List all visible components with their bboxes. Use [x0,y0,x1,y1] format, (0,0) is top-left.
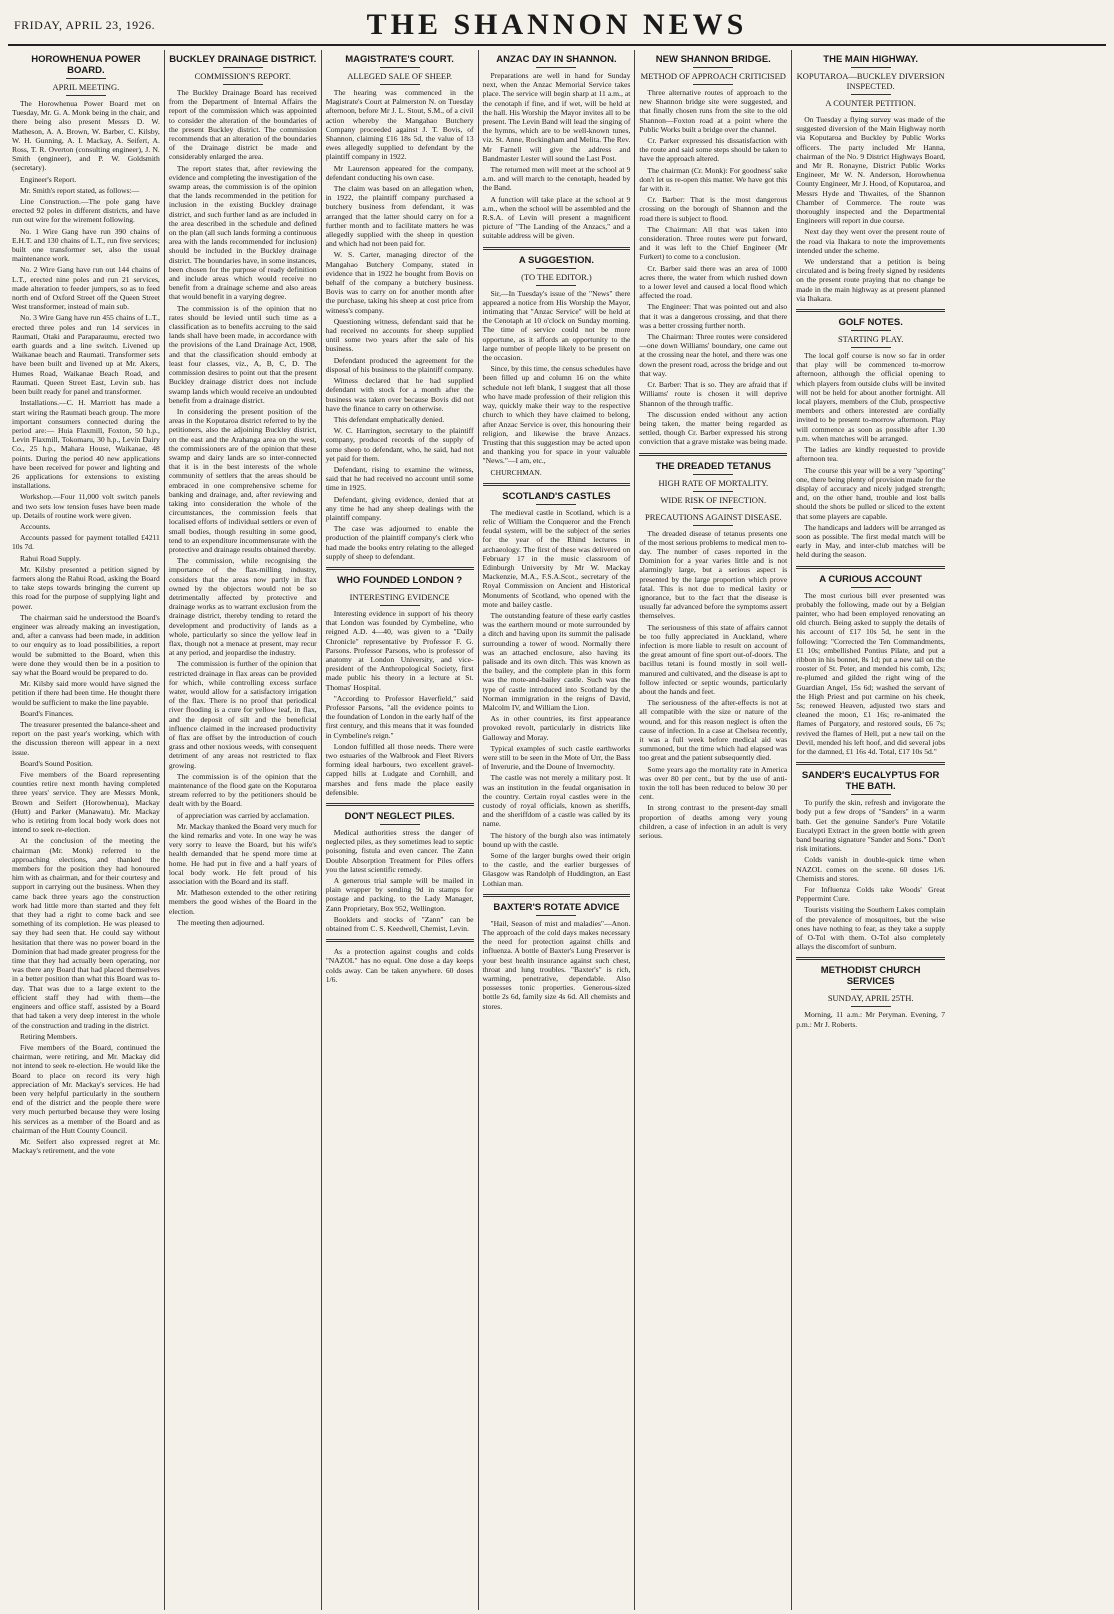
article-paragraph: Interesting evidence in support of his theory that London was founded by Cymbeline, who reigned A.D. 4—40, was given to a "Daily Chronicle" representative by Professor F. G. Parsons. Professor Parsons, who is professor of anatomy at London University, and vice-president of the Anthropological Society, first made public his theory in a lecture at St. Thomas' Hospital. [325,608,474,692]
headline-divider [380,84,420,85]
article-paragraph: To purify the skin, refresh and invigorate the body put a few drops of "Sanders" in a warm bath. Get the genuine Sander's Pure Volatile Eucalypti Extract in the green bottle with green band bearing signature "Sander and Sons." Don't risk imitations. [796,798,946,854]
article-paragraph: Retiring Members. [20,1031,78,1041]
article-paragraph: of appreciation was carried by acclamation. [176,810,310,820]
column-2 [165,50,322,1610]
article-paragraph: Installations.—C. H. Marriott has made a start wiring the Raumati beach group. The more important consumers connected during the period are:— Huia Flaxmill, Foxton, 50 h.p., Levin Flaxmill, Tokomaru, 30 h.p., Levin Dairy Co., 25 h.p., Mahara House, Waikanae, 48 points. During the period 40 new applications have been received for power and lighting and 26 applications for extensions to existing installations. [12,398,160,491]
article-paragraph: Morning, 11 a.m.: Mr Peryman. Evening, 7 p.m.: Mr J. Roberts. [796,1010,946,1029]
article-paragraph: Line Construction.—The pole gang have erected 92 poles in different districts, and have run out wire for the wirement following. [12,197,160,225]
headline-divider [693,67,733,68]
article-paragraph: The commission is further of the opinion that restricted drainage in flax areas can be provided for which, while controlling excess surface water, would allow for a satisfactory irrigation of the flax. There is no proof that periodical river flooding is a cure for yellow leaf, in flax, and the deposit of silt and the beneficial influence claimed in the increased productivity of flax are offset by the introduction of couch grass and other noxious weeds, with consequent detriment of any areas not restricted to flax growing. [168,659,317,770]
article-paragraph: Defendant, giving evidence, denied that at any time he had any sheep dealings with the plaintiff company. [325,494,474,522]
article-paragraph: Cr. Parker expressed his dissatisfaction with the route and said some steps should be taken to have the approach altered. [639,136,788,164]
article [12,54,160,1155]
article-paragraph: Questioning witness, defendant said that he had received no accounts for sheep supplied until some two years after the sale of his business. [325,316,474,354]
article-paragraph: Since, by this time, the census schedules have been filled up and column 16 on the white schedule not left blank, I suggest that all those who have made profession of their religion this way, quickly make their way to the respective church to which they have claimed to belong, after Anzac Service is over, this honouring their religion, and likewise the brave Anzacs. Trusting that this suggestion may be acted upon and thanking you for space in your valuable "News."—I am, etc., [482,364,631,466]
article-paragraph: The dreaded disease of tetanus presents one of the most serious problems to medical men to-day. The number of cases reported in the Dominion for a year varies little and is not alarmingly large, but a serious aspect is presented by the large proportion which prove fatal. This is not due to medical laxity or ignorance, but to the fact that the disease is usually far advanced before the symptoms assert themselves. [639,528,788,621]
headline-divider [693,508,733,509]
article [483,54,631,241]
article-paragraph: A function will take place at the school at 9 a.m., when the school will be assembled and the R.S.A. of Levin will present a magnificent picture of "The Landing of the Anzacs," and a suitable address will be given. [482,194,631,241]
article-paragraph: The case was adjourned to enable the production of the plaintiff company's clerk who had made the books entry relating to the alleged supply of sheep to defendant. [325,524,474,561]
headline-divider [536,285,576,286]
article-paragraph: W. S. Carter, managing director of the Mangahao Butchery Company, stated in evidence that in 1922 he bought from Bovis on behalf of the company a butchery business. Bovis was to carry on for another month after the purchase, taking his sheep at cost price from witness's company. [325,250,474,315]
article [326,939,474,984]
article-paragraph: Mr. Mackay thanked the Board very much for the kind remarks and vote. In one way he was very sorry to leave the Board, but his wife's health demanded that he spend more time at home. He had put in five and a half years of local body work. He felt proud of his association with the Board and its staff. [168,821,317,887]
headline-divider [66,78,106,79]
article-headline: A CURIOUS ACCOUNT [819,573,923,585]
article-paragraph: The castle was not merely a military post. It was an institution in the feudal organisation in the country. Certain royal castles were in the custody of royal officials, known as sheriffs, and the sheriffdom of a castle was called by its name. [482,773,631,829]
article-separator [326,567,474,570]
article-paragraph: Accounts passed for payment totalled £4211 10s 7d. [12,533,160,552]
headline-divider [693,474,733,475]
article-paragraph: The Buckley Drainage Board has received from the Department of Internal Affairs the report of the commission which was appointed to consider the alteration of the boundaries of the present Buckley district. The commission recommends that an alteration of the boundaries of the Drainage district be made and considerably enlarged the area. [168,88,317,162]
article-paragraph: The outstanding feature of these early castles was the earthern mound or mote surrounded by a ditch and having upon its summit the palisade surrounding a tower of wood. Normally there was an attached enclosure, also having its palisade and its own ditch. This was known as the bailey, and the complete plan in this form was the mote-and-bailey castle. Such was the type of castle introduced into Scotland by the Norman immigration in the reigns of David, Malcolm IV, and William the Lion. [482,610,631,712]
article-paragraph: Board's Finances. [20,708,74,718]
headline-divider [223,84,263,85]
column-1 [8,50,165,1610]
headline-divider [851,67,891,68]
article-headline: MAGISTRATE'S COURT. [345,54,454,65]
article-headline: A SUGGESTION. [518,254,595,266]
article-paragraph: "Hail, Season of mist and maladies"—Anon. The approach of the cold days makes necessary the need for protection against chills and influenza. A bottle of Baxter's Lung Preserver is your best health insurance against such chest, throat and lung troubles. "Baxter's" is rich, warming, penetrative, dependable. Also possesses tonic properties. Generous-sized bottle 2s 6d, family size 4s 6d. All chemists and stores. [482,918,631,1011]
headline-divider [851,989,891,990]
article-subhead: APRIL MEETING. [52,82,120,92]
article-separator [326,803,474,806]
article-headline: METHODIST CHURCH SERVICES [820,965,921,988]
article-headline: BUCKLEY DRAINAGE DISTRICT. [169,54,317,65]
article-paragraph: No. 2 Wire Gang have run out 144 chains of L.T., erected nine poles and run 21 services, made alteration to feeder jumpers, so as to feed north end of Oxford Street off the Queen Street West transformer, instead of main sub. [12,265,160,312]
article [483,894,631,1011]
article [639,54,787,447]
article-separator [639,453,787,456]
headline-divider [380,588,420,589]
article-paragraph: The treasurer presented the balance-sheet and report on the past year's working, which with the discussion thereon will appear in a next issue. [12,720,160,757]
article-paragraph: Three alternative routes of approach to the new Shannon bridge site were suggested, and that finally chosen runs from the site to the old Shannon—Foxton road at a point where the Public Works built a bridge over the channel. [639,88,788,134]
article-paragraph: The Horowhenua Power Board met on Tuesday, Mr. G. A. Monk being in the chair, and there being also present Messrs D. W. Matheson, A. A. Brown, W. Barber, C. Kilsby, W. H. Gunning, A. I. Mackay, A. Seifert, A. Ross, T. R. Overton (consulting engineer), J. N. Smith (engineer), and P. W. Goldsmith (secretary). [12,99,160,173]
article-separator [796,762,945,765]
article-paragraph: No. 1 Wire Gang have run 390 chains of E.H.T. and 130 chains of L.T., run five services; built one transformer set, also the usual maintenance work. [12,226,160,264]
article-paragraph: The meeting then adjourned. [176,917,265,927]
article-paragraph: Witness declared that he had supplied defendant with stock for a month after the business was taken over because Bovis did not have the finance to carry on otherwise. [325,376,474,413]
article-headline: NEW SHANNON BRIDGE. [655,54,771,65]
article-paragraph: The medieval castle in Scotland, which is a relic of William the Conqueror and the French feudal system, will be the subject of the series for the year of the Rhind lectures in archaeology. The first of these was delivered on February 17 in the music classroom of Edinburgh University by Mr W. Mackay Mackenzie, M.A., F.S.A.Scot., secretary of the Royal Commission on Ancient and Historical Monuments of Scotland, who opened with the mote and bailey castle. [482,507,631,609]
column-5 [635,50,792,1610]
article-paragraph: The report states that, after reviewing the evidence and completing the investigation of the swamp areas, the commission is of the opinion that the lands recommended in the petition for inclusion in the existing Buckley drainage district, and such further land as are included in the area described in the schedule and defined on the plan (all such lands forming a continuous area with the lands recommended for inclusion) should be included in the Buckley drainage district. The boundaries have, in some instances, been chosen for the purpose of ready definition and include areas which would receive no benefit from a drainage scheme and also areas that would benefit in a varying degree. [168,163,317,302]
article-paragraph: The Chairman: Three routes were considered—one down Williams' boundary, one came out at the crossing near the hotel, and there was one down the present road, across the bridge and out that way. [639,332,788,378]
article-paragraph: Cr. Barber: That is so. They are afraid that if Williams' route is chosen it will deprive Shannon of the through traffic. [639,380,788,408]
article-subhead: SUNDAY, APRIL 25TH. [827,993,914,1004]
article-paragraph: Colds vanish in double-quick time when NAZOL comes on the scene. 60 doses 1/6. Chemists and stores. [796,855,946,883]
article-separator [483,247,631,250]
article-separator [796,309,945,312]
article [796,762,945,951]
article-paragraph: The returned men will meet at the school at 9 a.m. and will march to the cenotaph, headed by the Band. [482,165,631,193]
article-headline: SANDER'S EUCALYPTUS FOR THE BATH. [801,770,940,793]
headline-divider [536,268,576,269]
article-separator [483,894,631,897]
article [326,567,474,797]
article-paragraph: We understand that a petition is being circulated and is being freely signed by residents on the present route praying that no change be made in the main highway as at present planned via Ihakara. [796,257,946,303]
columns-container [8,50,1106,1610]
article-paragraph: As a protection against coughs and colds "NAZOL" has no equal. One dose a day keeps colds away. Can be taken anywhere. 60 doses 1/6. [325,947,474,984]
article-paragraph: Cr. Barber: That is the most dangerous crossing on the borough of Shannon and the road there is subject to flood. [639,195,788,223]
article [326,803,474,933]
headline-divider [693,491,733,492]
article-paragraph: The commission is of the opinion that no rates should be levied until such time as a classification as to benefits accruing to the said lands shall have been made, in accordance with the provisions of the Land Drainage Act, 1908, and that the classification should embody at least four classes, viz., A, B, C, D. The commission desires to point out that the present Buckley drainage district does not include swamp lands which would receive an undoubted benefit from a drainage district. [168,303,317,405]
article-subhead: WIDE RISK OF INFECTION. [660,494,767,505]
headline-divider [851,111,891,112]
article-paragraph: "According to Professor Haverfield," said Professor Parsons, "all the evidence points to the foundation of London in the early half of the first century, and this means that it was founded in Cymbeline's reign." [325,693,474,740]
article [483,247,631,477]
article-paragraph: CHURCHMAN. [490,467,542,477]
headline-divider [851,794,891,795]
article-paragraph: Tourists visiting the Southern Lakes complain of the prevalence of mosquitoes, but the wise ones have nothing to fear, as they take a supply of O-Tol with them. O-Tol also completely allays the discomfort of sunburn. [796,905,946,952]
article-paragraph: The local golf course is now so far in order that play will be commenced to-morrow afternoon, although the official opening to which players from outside clubs will be invited will not be held for about another fortnight. All local players, members of the Club, prospective members and others interested are cordially invited to be present to-morrow afternoon. Play will commence as soon as possible after 1.30 p.m. when matches will be arranged. [796,351,946,443]
headline-divider [536,67,576,68]
article-paragraph: The Chairman: All that was taken into consideration. Three routes were put forward, and it was left to the Chief Engineer (Mr Furkert) to come to a conclusion. [639,224,788,262]
article-headline: DON'T NEGLECT PILES. [344,811,455,823]
headline-divider [851,330,891,331]
article [326,54,474,561]
article-paragraph: As in other countries, its first appearance provoked revolt, particularly in districts like Galloway and Moray. [482,714,631,742]
article-paragraph: Booklets and stocks of "Zann" can be obtained from C. S. Keedwell, Chemist, Levin. [325,914,474,934]
headline-divider [693,525,733,526]
article-paragraph: Next day they went over the present route of the road via Ihakara to note the improvements intended under the scheme. [796,227,946,255]
article-paragraph: Medical authorities stress the danger of neglected piles, as they sometimes lead to septic poisoning, fistula and even cancer. The Zann Double Absorption Treatment for Piles offers you the latest scientific remedy. [325,828,474,874]
article-paragraph: The chairman (Cr. Monk): For goodness' sake don't let us re-open this matter. We have got this far with it. [639,165,788,194]
article-paragraph: A generous trial sample will be mailed in plain wrapper by sending 9d in stamps for postage and packing, to the Lady Manager, Zann Proprietary, Box 952, Wellington. [325,876,474,913]
article-paragraph: Defendant produced the agreement for the disposal of his business to the plaintiff company. [325,355,474,374]
article-headline: HOROWHENUA POWER BOARD. [31,54,141,76]
article-headline: SCOTLAND'S CASTLES [502,490,611,502]
article-paragraph: This defendant emphatically denied. [333,414,445,424]
article-paragraph: Five members of the Board representing counties retire next month having completed three years' service. They are Messrs Monk, Brown and Seifert (Horowhenua), Mackay (Hutt) and Parker (Manawatu). Mr. Mackay who is retiring from local body work does not intend to seek re-election. [12,770,160,835]
article [639,453,787,841]
article-paragraph: The seriousness of the after-effects is not at all compatible with the size or nature of the wound, and for this reason neglect is often the cause of infection. In a case at Chelsea recently, it was a full week before medical aid was summoned, but the time which had elapsed was too great and the patient subsequently died. [639,698,788,763]
article-headline: GOLF NOTES. [838,317,903,329]
article [796,54,945,303]
article-subhead: COMMISSION'S REPORT. [194,71,291,81]
article-subhead: ALLEGED SALE OF SHEEP. [347,71,453,81]
article-paragraph: Mr. Matheson extended to the other retiring members the good wishes of the Board in the election. [168,888,317,916]
article-paragraph: The course this year will be a very "sporting" one, there being plenty of provision made for the display of accuracy and nicely judged strength; and, on the other hand, trouble and lost balls should the shots be pulled or sliced to the extent that some players are capable. [796,465,946,521]
article-subhead: STARTING PLAY. [837,334,904,345]
headline-divider [851,94,891,95]
masthead-rule [8,44,1106,46]
article-paragraph: The chairman said he understood the Board's engineer was already making an investigation, and, after a canvass had been made, in addition to our enquiry as to load possibilities, a report would be submitted to the Board, when this were done they would then be in a position to say what the Board would be prepared to do. [12,612,160,677]
article-paragraph: The seriousness of this state of affairs cannot be too fully appreciated in Auckland, where infection is more liable to result on account of the great amount of fine sport out-of-doors. The bacillus tetani is found mostly in soil well-manured and cultivated, and the disease is apt to follow infected or septic wounds, particularly about the hands and feet. [639,622,788,696]
article-headline: ANZAC DAY IN SHANNON. [496,54,617,65]
article-paragraph: Accounts. [20,521,51,531]
headline-divider [851,347,891,348]
article-headline: THE MAIN HIGHWAY. [823,54,918,65]
article-separator [796,566,945,569]
article-paragraph: Five members of the Board, continued the chairman, were retiring, and Mr. Mackay did not intend to seek re-election. He would like the Board to place on record its very high appreciation of Mr. Mackay's services. He had been very helpful particularly in the southern end of the district and the people there were very much perturbed because they were losing his services as a member of the Board and as chairman of the Hutt County Council. [12,1042,160,1135]
article-headline: BAXTER'S ROTATE ADVICE [493,901,620,913]
article-paragraph: The handicaps and ladders will be arranged as soon as possible. The first medal match will be early in May, and inter-club matches will be held during the season. [796,522,946,560]
article-headline: THE DREADED TETANUS [655,460,771,472]
article-paragraph: Defendant, rising to examine the witness, said that he had received no account until some time in 1925. [325,464,474,493]
article-subhead: KOPUTAROA—BUCKLEY DIVERSION INSPECTED. [796,71,945,91]
article-paragraph: Some years ago the mortality rate in America was over 80 per cent., but by the use of anti-toxin the toll has been reduced to below 30 per cent. [639,764,788,802]
article-separator [483,483,631,486]
article [796,566,945,757]
article-paragraph: The most curious bill ever presented was probably the following, made out by a Belgian painter, who had been employed renovating an old church. Being asked to supply the details of his account of £17 10s 5d, he sent in the following: "Corrected the Ten Commandments, £1 10s; embellished Pontius Pilate, and put a ribbon in his bonnet, 8s 1d; put a new tail on the rooster of St. Peter, and mended his comb, 12s; re-plumed and gilded the right wing of the Guardian Angel, 15s 6d; washed the servant of the High Priest and put carmine on his cheek, 5s; renewed Heaven, adjusted two stars and cleaned the moon, £1 16s; re-animated the flames of Purgatory, and restored souls, £6 7s; revived the flames of Hell, put a new tail on the Devil, mended his left hoof, and did several jobs for the damned, £1 16s 4d. Total, £17 10s 5d." [796,590,946,756]
headline-divider [536,915,576,916]
column-4 [479,50,636,1610]
article-subhead: METHOD OF APPROACH CRITICISED [640,71,786,81]
article-paragraph: Workshop.—Four 11,000 volt switch panels and two sets low tension fuses have been made up. Details of routine work were given. [12,492,160,520]
article-paragraph: In strong contrast to the present-day small proportion of deaths among very young children, a case of infection in an adult is very serious. [639,803,788,841]
column-3 [322,50,479,1610]
newspaper-title: THE SHANNON NEWS [366,8,748,41]
headline-divider [380,67,420,68]
column-6 [792,50,949,1610]
headline-divider [380,824,420,825]
headline-divider [536,504,576,505]
masthead [0,0,1114,46]
article-paragraph: The history of the burgh also was intimately bound up with the castle. [482,830,631,849]
article-paragraph: The commission is of the opinion that the maintenance of the flood gate on the Koputaroa stream referred to by the petitioners should be dealt with by the Board. [168,771,317,809]
article-paragraph: Mr. Kilsby presented a petition signed by farmers along the Rahui Road, asking the Board to take steps towards bringing the current up this road for the purpose of supplying light and power. [12,564,160,611]
article-paragraph: At the conclusion of the meeting the chairman (Mr. Monk) referred to the approaching elections, and thanked the members for the position they had honoured him with as chairman, and for their courtesy and support in carrying out the business. When they came back three years ago the construction work had little more than started and they felt that they had a right to come back and see something of its completion. He was pleased to say they had seen that. He could say without hesitation that there was no power board in the Dominion that had made greater progress for the time that they had actually been operating, nor was there any Board that had placed themselves in a better position than what this Board was to-day. That was due to a large extent to the efficient staff they had with them—the engineers and office staff, assisted by a Board that had taken a very deep interest in the whole of the construction and trading in the district. [12,836,160,1030]
article [796,309,945,559]
article-paragraph: London fulfilled all those needs. There were two estuaries of the Walbrook and Fleet Rivers forming ideal harbours, two excellent gravel-capped hills at Ludgate and Cornhill, and marshes and fens made the place easily defensible. [325,741,474,797]
headline-divider [66,95,106,96]
article-paragraph: On Tuesday a flying survey was made of the suggested diversion of the Main Highway north via Koputaroa and Buckley by Public Works officers. The party included Mr Hanna, chairman of the No. 9 District Highways Board, and Mr R. Ronayne, District Public Works Engineer, Mr W. N. Anderson, Horowhenua County Engineer, Mr J. Hood, of Koputaroa, and Messrs Hyde and Thwaites, of the Shannon Chamber of Commerce. The route was thoroughly inspected and the Departmental Engineers will report in due course. [796,115,946,226]
article-paragraph: W. C. Harrington, secretary to the plaintiff company, produced records of the supply of some sheep to defendant, who, he said, had not yet paid for them. [325,426,474,463]
article-paragraph: Engineer's Report. [20,174,77,184]
article-paragraph: Mr. Kilsby said more would have signed the petition if there had been time. He thought there would be sufficient to make the line payable. [12,679,160,707]
article-paragraph: Cr. Barber said there was an area of 1000 acres there, the water from which rushed down to a lower level and caused a local flood which affected the road. [639,263,788,301]
article-separator [326,939,474,942]
article-paragraph: Sir,—In Tuesday's issue of the "News" there appeared a notice from His Worship the Mayor, intimating that "Anzac Service" will be held at the Cenotaph at 10 o'clock on Sunday morning. The time of service could not be more opportune, as it affords an opportunity to the large number of people likely to be present on the occasion. [482,288,631,363]
article-paragraph: The claim was based on an allegation when, in 1922, the plaintiff company purchased a butchery business from defendant, it was arranged that the latter should carry on for a further month and to facilitate matters he was allegedly supplied with the sheep in question and which had not been paid for. [325,184,474,249]
article-paragraph: Typical examples of such castle earthworks were still to be seen in the Mote of Urr, the Bass of Inverurie, and the Doune of Invernochty. [482,743,631,772]
article-paragraph: The commission, while recognising the importance of the flax-milling industry, considers that the areas now partly in flax owned by the objectors would not be so detrimentally affected by protective and drainage works as to warrant exclusion from the drainage district, thereby tending to retard the development and productivity of lands as a whole, particularly so since the yellow leaf in flax, though not a menace at present, may recur at any period, and jeopardise the industry. [168,556,317,658]
article-paragraph: Mr. Smith's report stated, as follows:— [20,185,140,195]
article-subhead: INTERESTING EVIDENCE [349,591,450,602]
article-paragraph: Board's Sound Position. [20,758,93,768]
article [169,54,317,927]
article [796,957,945,1028]
article-paragraph: The hearing was commenced in the Magistrate's Court at Palmerston N. on Tuesday afternoon, before Mr J. L. Stout, S.M., of a civil action whereby the Mangahao Butchery Company proceeded against J. T. Bovis, of Shannon, claiming £16 18s 5d, the value of 13 ewes allegedly supplied to defendant by the plaintiff company in 1922. [325,88,474,162]
headline-divider [851,587,891,588]
article-paragraph: The ladies are kindly requested to provide afternoon tea. [796,445,946,464]
headline-divider [693,84,733,85]
article-headline: WHO FOUNDED LONDON ? [337,574,463,586]
headline-divider [380,605,420,606]
article-paragraph: Some of the larger burghs owed their origin to the castle, and the earlier burgesses of Glasgow was Randolph of Huddington, an East Lothian man. [482,851,631,888]
article-subhead: (TO THE EDITOR.) [521,271,592,282]
article-paragraph: The Engineer: That was pointed out and also that it was a dangerous crossing, and that there was a better crossing further north. [639,302,788,330]
article [483,483,631,888]
article-paragraph: The discussion ended without any action being taken, the matter being regarded as settled, though Cr. Barber expressed his strong conviction that a grave mistake was being made. [639,409,788,447]
article-paragraph: For Influenza Colds take Woods' Great Peppermint Cure. [796,885,946,904]
article-paragraph: Mr Laurenson appeared for the company, defendant conducting his own case. [325,163,474,182]
headline-divider [223,67,263,68]
article-paragraph: No. 3 Wire Gang have run 455 chains of L.T., erected three poles and run 14 services in Raumati, Otaki and Paraparaumu, erected two earth guards and a line switch. Livened up Waikanae beach and Raumati. Transformer sets have been built and livened up at Mr. Akers, Humes Road, Waikanae Beach Road, and Raumati. Queen Street East, Levin sub. has been built ready for panel and transformer. [12,313,160,397]
article-paragraph: Preparations are well in hand for Sunday next, when the Anzac Memorial Service takes place. The service will begin sharp at 11 a.m., at the cenotaph if fine, and if wet, will be held at the hall. His Worship the Mayor invites all to be present. The Levin Band will lead the singing of the hymns, which are to be well-known tunes, viz. St. Anne, Rockingham and Melita. The Rev. Mr Farnell will give the address and Bandmaster Lester will sound the Last Post. [482,71,631,163]
headline-divider [851,1006,891,1007]
article-paragraph: In considering the present position of the areas in the Koputaroa district referred to by the petitioners, also the adjoining Buckley district, on the east and the Arahanga area on the west, the commissioners are of the opinion that these swamp and dairy lands are so inter-connected that it is in the best interests of the whole community of settlers that the areas should be embraced in one comprehensive scheme for banking and drainage, and, after reviewing and taking into consideration the whole of the circumstances, the commission feels that localised efforts of individual settlers or even of small bodies, though resulting in some good, tend to an expenditure incommensurate with the protective and drainage results obtained thereby. [168,406,317,554]
article-subhead: HIGH RATE OF MORTALITY. [658,477,769,488]
article-paragraph: Mr. Seifert also expressed regret at Mr. Mackay's retirement, and the vote [12,1136,160,1156]
article-subhead: PRECAUTIONS AGAINST DISEASE. [645,511,782,522]
article-subhead: A COUNTER PETITION. [825,98,916,108]
article-paragraph: Rahui Road Supply. [20,553,81,563]
article-separator [796,957,945,960]
issue-date: FRIDAY, APRIL 23, 1926. [14,18,156,32]
